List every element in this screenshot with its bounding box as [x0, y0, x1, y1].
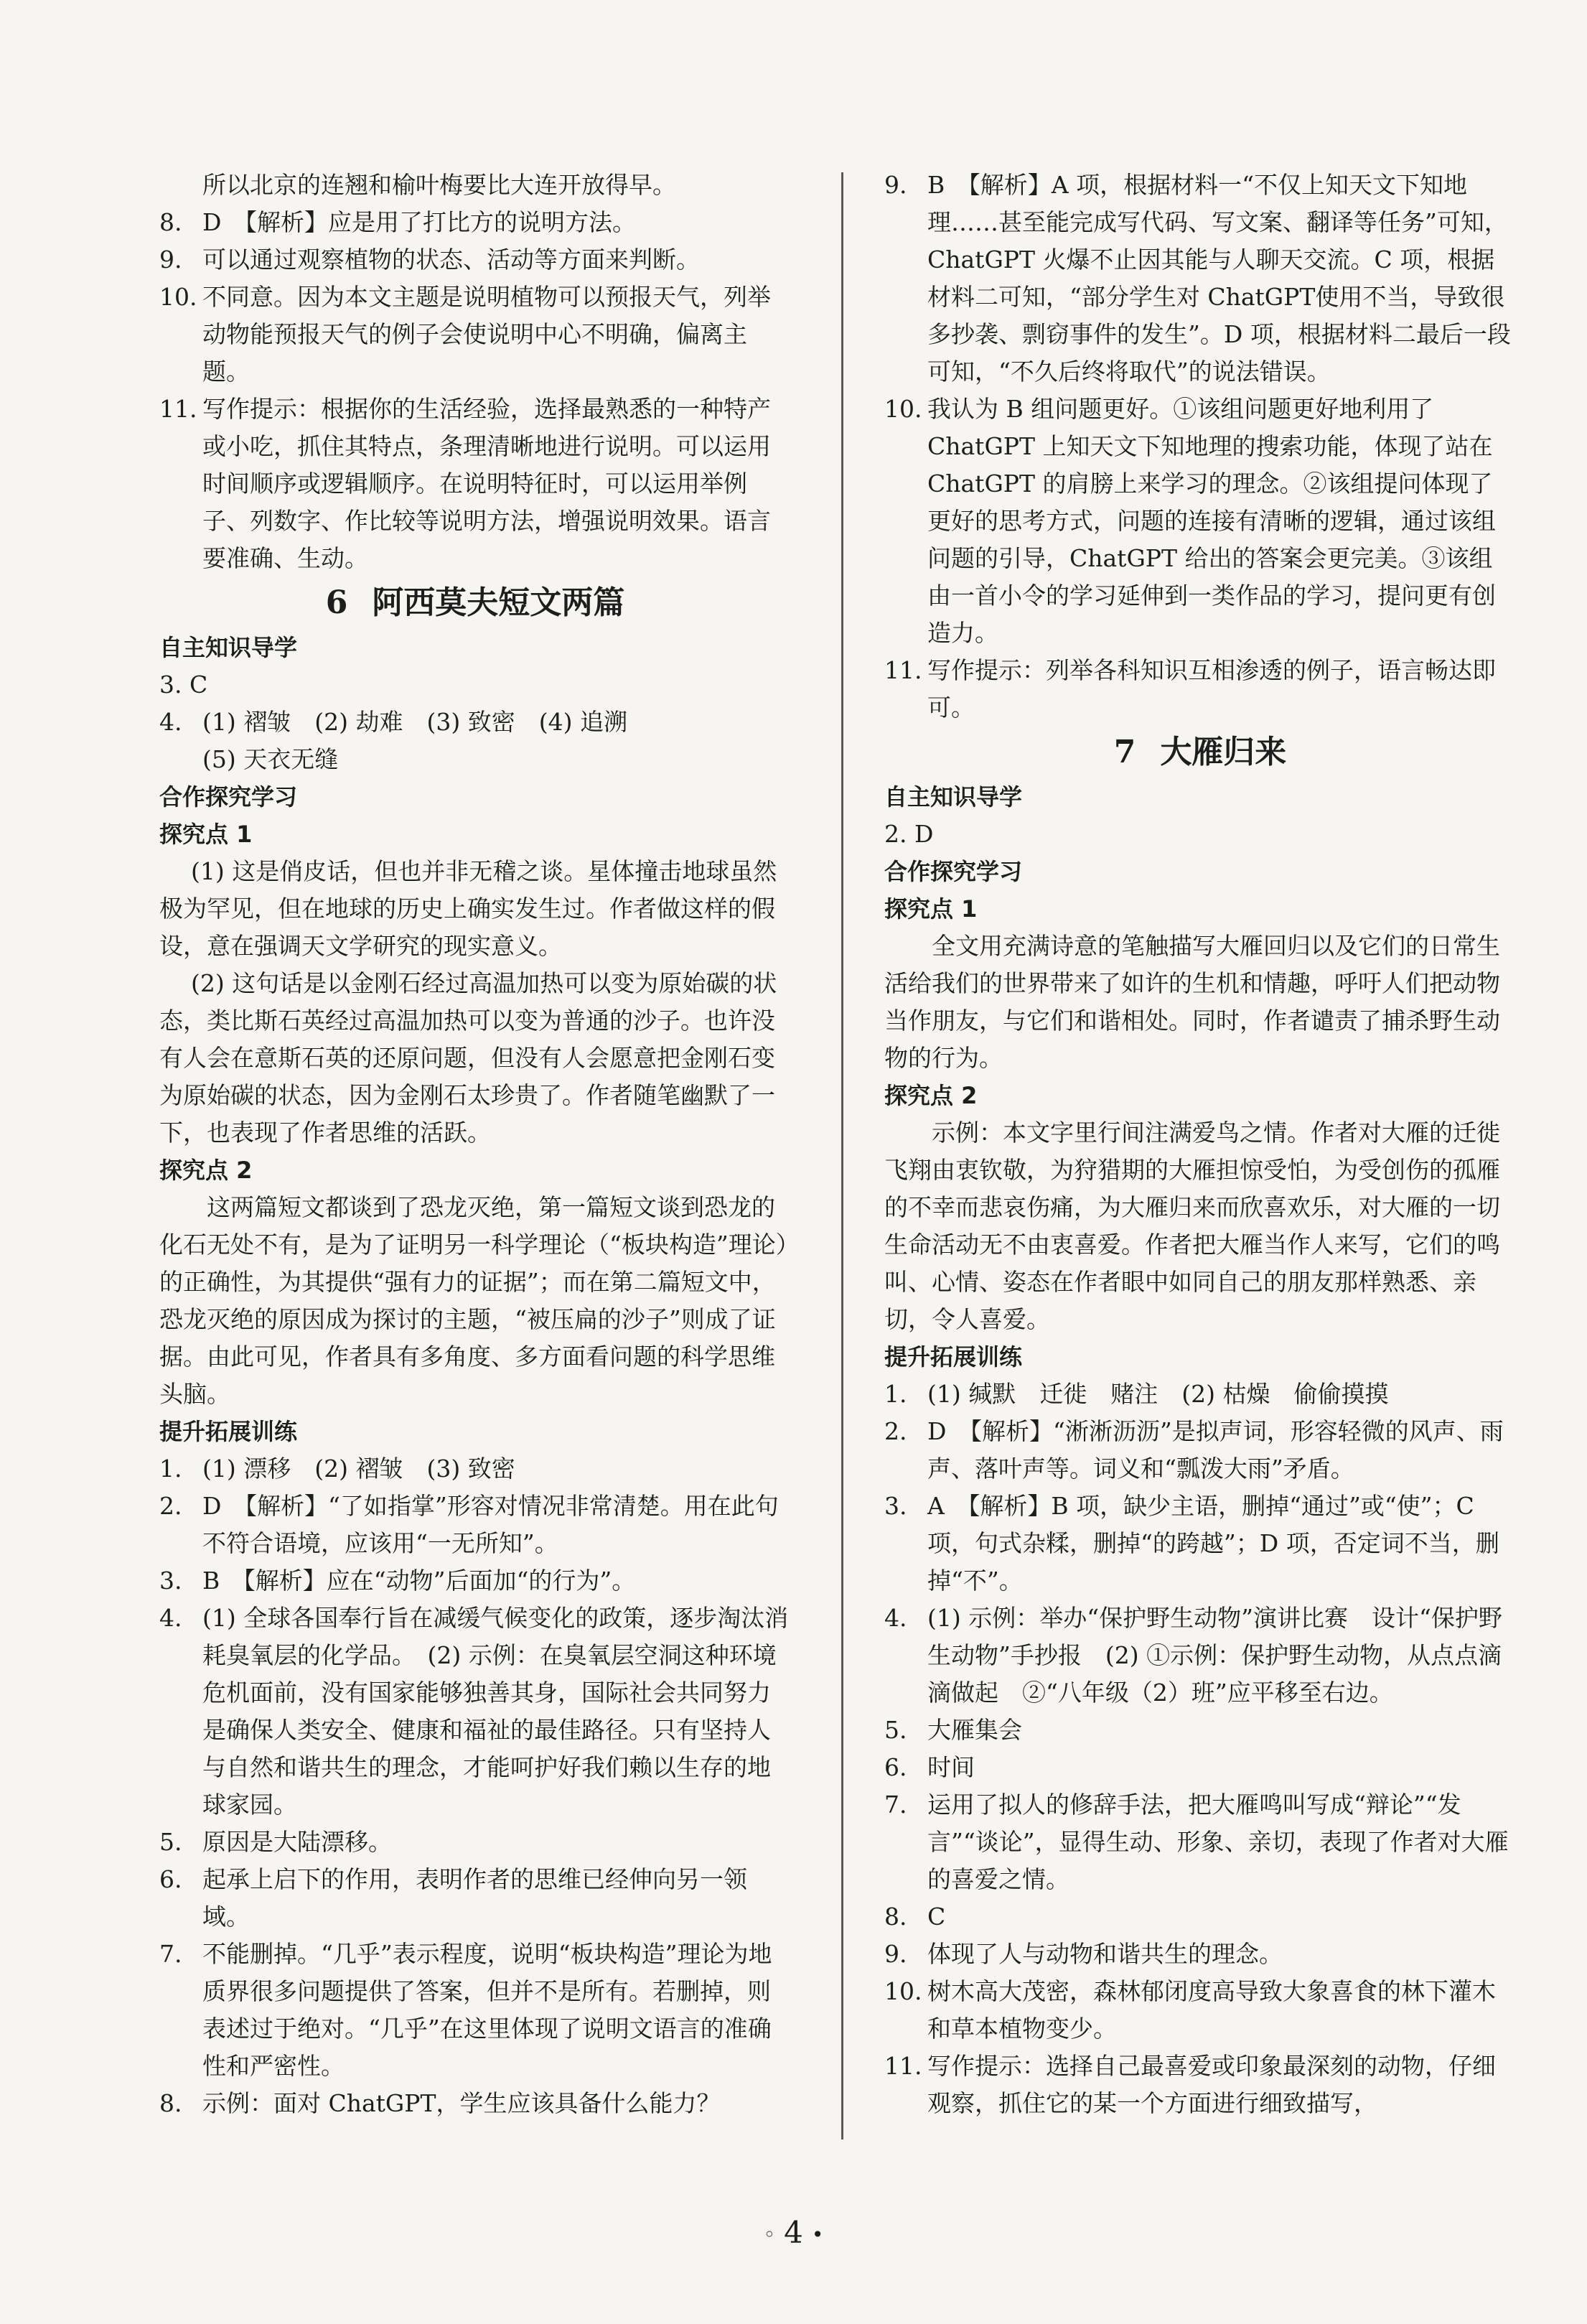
subsection-heading: 合作探究学习	[884, 858, 1023, 885]
answer-item	[884, 167, 1516, 391]
answer-item	[884, 1898, 1516, 1936]
paragraph: 这两篇短文都谈到了恐龙灭绝，第一篇短文谈到恐龙的化石无处不有，是为了证明另一科学理论（“板块构造”理论）的正确性，为其提供“强有力的证据”；而在第二篇短文中，恐龙灭绝的原因成为探讨的主题，“被压扁的沙子”则成了证据。由此可见，作者具有多角度、多方面看问题的科学思维头脑。	[159, 1193, 788, 1408]
item-text: 体现了人与动物和谐共生的理念。	[927, 1940, 1283, 1968]
answer-item	[884, 1376, 1516, 1413]
item-number: 6.	[159, 1865, 182, 1893]
item-number: 7.	[159, 1940, 182, 1968]
answer-item	[159, 2085, 791, 2122]
item-number: 11.	[159, 395, 197, 423]
paragraph: 示例：本文字里行间注满爱鸟之情。作者对大雁的迁徙飞翔由衷钦敬，为狩猎期的大雁担惊受怕，为受创伤的孤雁的不幸而悲哀伤痛，为大雁归来而欣喜欢乐，对大雁的一切生命活动无不由衷喜爱。作者把大雁当作人来写，它们的鸣叫、心情、姿态在作者眼中如同自己的朋友那样熟悉、亲切，令人喜爱。	[884, 1119, 1500, 1333]
item-number: 8.	[159, 208, 182, 236]
item-number: 9.	[884, 1940, 907, 1968]
item-number: 11.	[884, 2052, 922, 2080]
answer-item	[884, 1712, 1516, 1749]
answer-item	[884, 1600, 1516, 1712]
page-dot-right: •	[811, 2223, 824, 2246]
item-text: (1) 漂移 (2) 褶皱 (3) 致密	[202, 1455, 515, 1483]
paragraph: 所以北京的连翘和榆叶梅要比大连开放得早。	[202, 171, 676, 199]
answer-item	[884, 2048, 1516, 2122]
answer-item	[884, 1973, 1516, 2048]
item-text: 我认为 B 组问题更好。①该组问题更好地利用了 ChatGPT 上知天文下知地理的搜索功能，体现了站在 ChatGPT 的肩膀上来学习的理念。②该组提问体现了更好的思考方式，问题的连接有清晰的逻辑，通过该组问题的引导，ChatGPT 给出的答案会更完美。③该组由一首小令的学习延伸到一类作品的学习，提问更有创造力。	[927, 395, 1496, 647]
item-number: 10.	[884, 395, 922, 423]
paragraph: 3. C	[159, 671, 208, 699]
paragraph: 2. D	[884, 820, 934, 848]
left-column	[159, 167, 791, 2122]
subsection-heading: 提升拓展训练	[884, 1343, 1023, 1371]
item-text: 写作提示：选择自己最喜爱或印象最深刻的动物，仔细观察，抓住它的某一个方面进行细致描写，	[927, 2052, 1496, 2117]
item-number: 1.	[159, 1455, 182, 1483]
paragraph: (2) 这句话是以金刚石经过高温加热可以变为原始碳的状态，类比斯石英经过高温加热可以变为普通的沙子。也许没有人会在意斯石英的还原问题，但没有人会愿意把金刚石变为原始碳的状态，因为金刚石太珍贵了。作者随笔幽默了一下，也表现了作者思维的活跃。	[159, 969, 777, 1147]
item-number: 1.	[884, 1380, 907, 1408]
item-text: C	[927, 1903, 946, 1931]
page-dot-left: ◦	[763, 2223, 776, 2246]
item-number: 11.	[884, 656, 922, 684]
item-text: 运用了拟人的修辞手法，把大雁鸣叫写成“辩论”“发言”“谈论”，显得生动、形象、亲切，表现了作者对大雁的喜爱之情。	[927, 1791, 1509, 1893]
section-title-text: 大雁归来	[1160, 734, 1287, 770]
section-title	[884, 731, 1516, 774]
answer-item	[159, 204, 791, 241]
item-number: 4.	[159, 1604, 182, 1632]
answer-item	[159, 704, 791, 741]
item-text: 不能删掉。“几乎”表示程度，说明“板块构造”理论为地质界很多问题提供了答案，但并不是所有。若删掉，则表述过于绝对。“几乎”在这里体现了说明文语言的准确性和严密性。	[202, 1940, 772, 2080]
subsection-heading: 探究点 1	[884, 895, 978, 923]
answer-item	[159, 1824, 791, 1861]
item-number: 8.	[884, 1903, 907, 1931]
item-text: (1) 缄默 迁徙 赌注 (2) 枯燥 偷偷摸摸	[927, 1380, 1389, 1408]
item-text: B 【解析】应在“动物”后面加“的行为”。	[202, 1567, 636, 1595]
page-number	[0, 2213, 1587, 2255]
item-number: 9.	[159, 246, 182, 274]
item-number: 8.	[159, 2089, 182, 2117]
item-text: (1) 示例：举办“保护野生动物”演讲比赛 设计“保护野生动物”手抄报 (2) ①示例：保护野生动物，从点点滴滴做起 ②“八年级（2）班”应平移至右边。	[927, 1604, 1502, 1707]
section-number: 6	[325, 584, 348, 621]
item-text: 写作提示：根据你的生活经验，选择最熟悉的一种特产或小吃，抓住其特点，条理清晰地进行说明。可以运用时间顺序或逻辑顺序。在说明特征时，可以运用举例子、列数字、作比较等说明方法，增强说明效果。语言要准确、生动。	[202, 395, 771, 572]
answer-item	[159, 1562, 791, 1600]
subsection-heading: 探究点 1	[159, 821, 253, 848]
page-number-text: 4	[784, 2215, 803, 2250]
answer-item	[884, 1749, 1516, 1786]
section-title-text: 阿西莫夫短文两篇	[372, 584, 625, 621]
item-text: (1) 全球各国奉行旨在减缓气候变化的政策，逐步淘汰消耗臭氧层的化学品。 (2) 示例：在臭氧层空洞这种环境危机面前，没有国家能够独善其身，国际社会共同努力是确保人类安全、健康和福祉的最佳路径。只有坚持人与自然和谐共生的理念，才能呵护好我们赖以生存的地球家园。	[202, 1604, 789, 1819]
item-number: 7.	[884, 1791, 907, 1819]
item-number: 10.	[884, 1977, 922, 2005]
subsection-heading: 探究点 2	[159, 1157, 253, 1184]
item-text: 起承上启下的作用，表明作者的思维已经伸向另一领域。	[202, 1865, 747, 1931]
item-number: 3.	[159, 1567, 182, 1595]
item-number: 10.	[159, 283, 197, 311]
paragraph: 全文用充满诗意的笔触描写大雁回归以及它们的日常生活给我们的世界带来了如许的生机和情趣，呼吁人们把动物当作朋友，与它们和谐相处。同时，作者谴责了捕杀野生动物的行为。	[884, 932, 1500, 1072]
paragraph: (5) 天衣无缝	[202, 745, 339, 773]
subsection-heading: 自主知识导学	[159, 634, 298, 661]
answer-item	[884, 1786, 1516, 1898]
item-number: 6.	[884, 1753, 907, 1781]
item-number: 9.	[884, 171, 907, 199]
item-number: 2.	[884, 1417, 907, 1445]
item-text: D 【解析】“淅淅沥沥”是拟声词，形容轻微的风声、雨声、落叶声等。词义和“瓢泼大雨”矛盾。	[927, 1417, 1504, 1483]
answer-item	[159, 1861, 791, 1936]
answer-item	[159, 279, 791, 391]
item-text: B 【解析】A 项，根据材料一“不仅上知天文下知地理……甚至能完成写代码、写文案、翻译等任务”可知，ChatGPT 火爆不止因其能与人聊天交流。C 项，根据材料二可知，“部分学生对 ChatGPT使用不当，导致很多抄袭、剽窃事件的发生”。D 项，根据材料二最后一段可知，“不久后终将取代”的说法错误。	[927, 171, 1511, 386]
answer-item	[884, 1488, 1516, 1600]
section-number: 7	[1113, 734, 1136, 770]
answer-item	[159, 391, 791, 577]
answer-item	[884, 1936, 1516, 1973]
item-number: 4.	[884, 1604, 907, 1632]
item-text: D 【解析】“了如指掌”形容对情况非常清楚。用在此句不符合语境，应该用“一无所知”。	[202, 1492, 779, 1557]
right-column	[884, 167, 1516, 2122]
answer-item	[159, 1936, 791, 2085]
item-number: 3.	[884, 1492, 907, 1520]
answer-item	[159, 241, 791, 279]
item-text: 大雁集会	[927, 1716, 1022, 1744]
item-text: 示例：面对 ChatGPT，学生应该具备什么能力？	[202, 2089, 721, 2117]
subsection-heading: 提升拓展训练	[159, 1418, 298, 1445]
section-title	[159, 582, 791, 625]
paragraph: (1) 这是俏皮话，但也并非无稽之谈。星体撞击地球虽然极为罕见，但在地球的历史上确实发生过。作者做这样的假设，意在强调天文学研究的现实意义。	[159, 857, 777, 960]
column-divider	[841, 172, 843, 2139]
answer-item	[159, 1450, 791, 1488]
item-number: 5.	[159, 1828, 182, 1856]
item-text: A 【解析】B 项，缺少主语，删掉“通过”或“使”；C 项，句式杂糅，删掉“的跨越”；D 项，否定词不当，删掉“不”。	[927, 1492, 1499, 1595]
item-number: 5.	[884, 1716, 907, 1744]
answer-item	[884, 391, 1516, 652]
answer-item	[884, 652, 1516, 727]
item-text: 树木高大茂密，森林郁闭度高导致大象喜食的林下灌木和草本植物变少。	[927, 1977, 1496, 2043]
answer-item	[159, 1600, 791, 1824]
answer-item	[884, 1413, 1516, 1488]
subsection-heading: 合作探究学习	[159, 783, 298, 811]
subsection-heading: 自主知识导学	[884, 783, 1023, 811]
item-text: D 【解析】应是用了打比方的说明方法。	[202, 208, 636, 236]
subsection-heading: 探究点 2	[884, 1082, 978, 1109]
item-text: 时间	[927, 1753, 975, 1781]
answer-item	[159, 1488, 791, 1562]
item-text: (1) 褶皱 (2) 劫难 (3) 致密 (4) 追溯	[202, 708, 627, 736]
item-number: 4.	[159, 708, 182, 736]
item-text: 写作提示：列举各科知识互相渗透的例子，语言畅达即可。	[927, 656, 1496, 722]
item-text: 不同意。因为本文主题是说明植物可以预报天气，列举动物能预报天气的例子会使说明中心不明确，偏离主题。	[202, 283, 771, 386]
item-number: 2.	[159, 1492, 182, 1520]
item-text: 原因是大陆漂移。	[202, 1828, 392, 1856]
item-text: 可以通过观察植物的状态、活动等方面来判断。	[202, 246, 700, 274]
